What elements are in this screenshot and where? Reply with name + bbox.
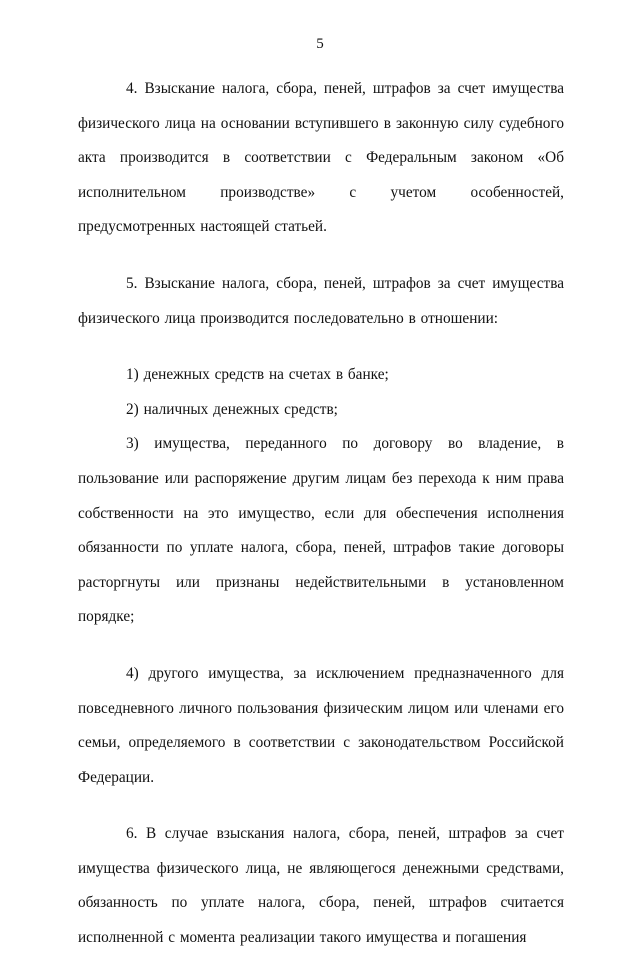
list-item-3: 3) имущества, переданного по договору во владение, в пользование или распоряжение другим лицам без перехода к ним права собственности на это имущество, если для обеспечения исполнения обязанности по уплате налога, сбора, пеней, штрафов такие договоры расторгнуты или признаны недействительными в установленном порядке; <box>78 435 564 626</box>
list-item-1: 1) денежных средств на счетах в банке; <box>126 366 389 384</box>
paragraph-6: 6. В случае взыскания налога, сбора, пеней, штрафов за счет имущества физического лица, не являющегося денежными средствами, обязанность по уплате налога, сбора, пеней, штрафов считается исполненной с момента реализации такого имущества и погашения <box>78 825 564 947</box>
list-item-2: 2) наличных денежных средств; <box>126 400 338 418</box>
paragraph-4: 4. Взыскание налога, сбора, пеней, штрафов за счет имущества физического лица на основании вступившего в законную силу судебного акта производится в соответствии с Федеральным законом «Об исполнительном производстве» с учетом особенностей, предусмотренных настоящей статьей. <box>78 80 564 236</box>
document-body <box>78 72 564 956</box>
paragraph-5: 5. Взыскание налога, сбора, пеней, штрафов за счет имущества физического лица производится последовательно в отношении: <box>78 274 564 327</box>
page-number: 5 <box>316 36 324 52</box>
list-item-4: 4) другого имущества, за исключением предназначенного для повседневного личного пользования физическим лицом или членами его семьи, определяемого в соответствии с законодательством Российской Федерации. <box>78 664 564 786</box>
